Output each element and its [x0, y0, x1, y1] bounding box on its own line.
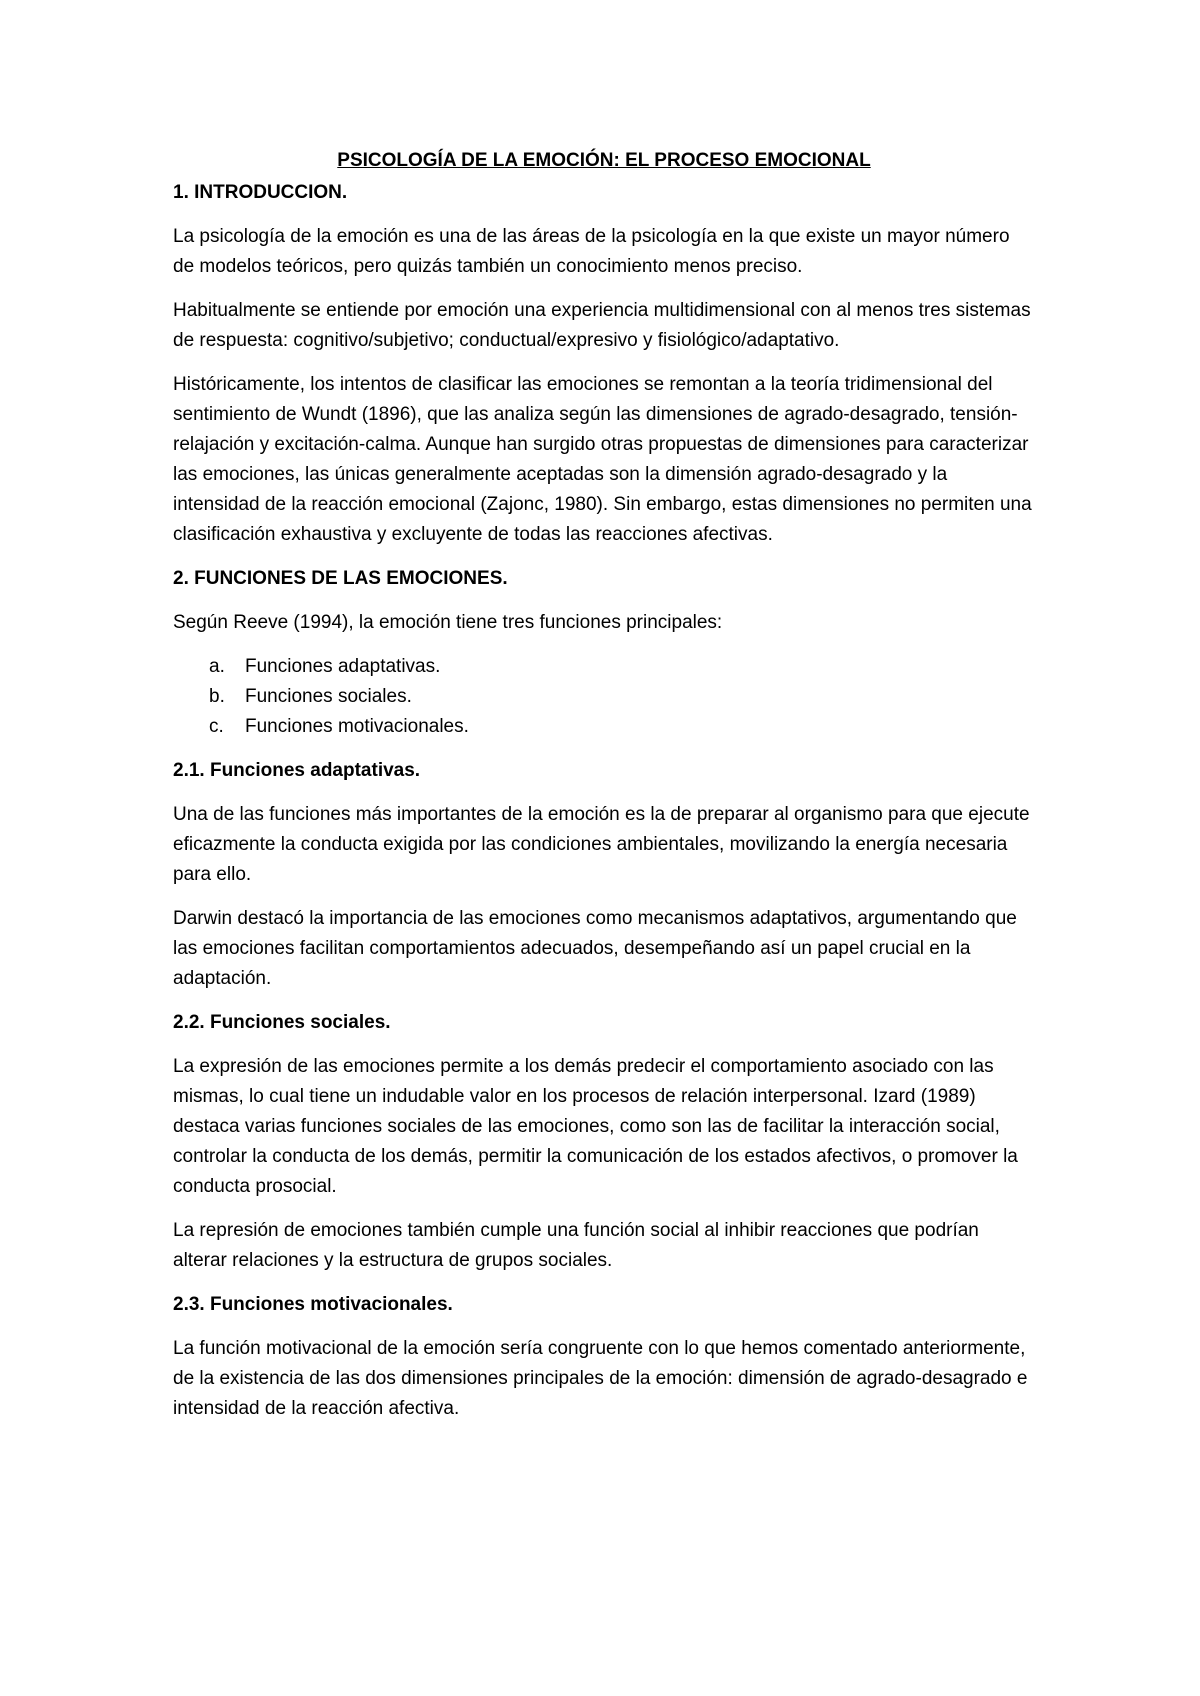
list-item-text: Funciones motivacionales. [245, 716, 469, 737]
section-heading-motivacionales: 2.3. Funciones motivacionales. [173, 1294, 453, 1315]
paragraph: Una de las funciones más importantes de la emoción es la de preparar al organismo para que ejecute eficazmente la conducta exigida por las condiciones ambientales, movilizando la energía necesaria para ello. [173, 804, 1030, 885]
paragraph: La función motivacional de la emoción sería congruente con lo que hemos comentado anteriormente, de la existencia de las dos dimensiones principales de la emoción: dimensión de agrado-desagrado e intensidad de la reacción afectiva. [173, 1338, 1028, 1419]
list-item [173, 712, 1035, 742]
paragraph: Darwin destacó la importancia de las emociones como mecanismos adaptativos, argumentando que las emociones facilitan comportamientos adecuados, desempeñando así un papel crucial en la adaptación. [173, 908, 1017, 989]
list-item-text: Funciones adaptativas. [245, 656, 441, 677]
list-marker: b. [209, 686, 225, 707]
paragraph: Históricamente, los intentos de clasificar las emociones se remontan a la teoría tridimensional del sentimiento de Wundt (1896), que las analiza según las dimensiones de agrado-desagrado, tensión-relajación y excitación-calma. Aunque han surgido otras propuestas de dimensiones para caracterizar las emociones, las únicas generalmente aceptadas son la dimensión agrado-desagrado y la intensidad de la reacción emocional (Zajonc, 1980). Sin embargo, estas dimensiones no permiten una clasificación exhaustiva y excluyente de todas las reacciones afectivas. [173, 374, 1032, 545]
list-marker: c. [209, 716, 224, 737]
functions-list [173, 652, 1035, 742]
paragraph: Habitualmente se entiende por emoción una experiencia multidimensional con al menos tres sistemas de respuesta: cognitivo/subjetivo; conductual/expresivo y fisiológico/adaptativo. [173, 300, 1031, 351]
section-heading-funciones: 2. FUNCIONES DE LAS EMOCIONES. [173, 568, 508, 589]
paragraph: La expresión de las emociones permite a los demás predecir el comportamiento asociado con las mismas, lo cual tiene un indudable valor en los procesos de relación interpersonal. Izard (1989) destaca varias funciones sociales de las emociones, como son las de facilitar la interacción social, controlar la conducta de los demás, permitir la comunicación de los estados afectivos, o promover la conducta prosocial. [173, 1056, 1018, 1197]
section-heading-adaptativas: 2.1. Funciones adaptativas. [173, 760, 421, 781]
document-title: PSICOLOGÍA DE LA EMOCIÓN: EL PROCESO EMOCIONAL [337, 150, 871, 171]
paragraph: Según Reeve (1994), la emoción tiene tres funciones principales: [173, 612, 723, 633]
list-marker: a. [209, 656, 225, 677]
document-page [173, 146, 1035, 1438]
list-item-text: Funciones sociales. [245, 686, 412, 707]
list-item [173, 652, 1035, 682]
section-heading-sociales: 2.2. Funciones sociales. [173, 1012, 391, 1033]
list-item [173, 682, 1035, 712]
paragraph: La represión de emociones también cumple una función social al inhibir reacciones que podrían alterar relaciones y la estructura de grupos sociales. [173, 1220, 979, 1271]
section-heading-introduccion: 1. INTRODUCCION. [173, 182, 348, 203]
paragraph: La psicología de la emoción es una de las áreas de la psicología en la que existe un mayor número de modelos teóricos, pero quizás también un conocimiento menos preciso. [173, 226, 1010, 277]
